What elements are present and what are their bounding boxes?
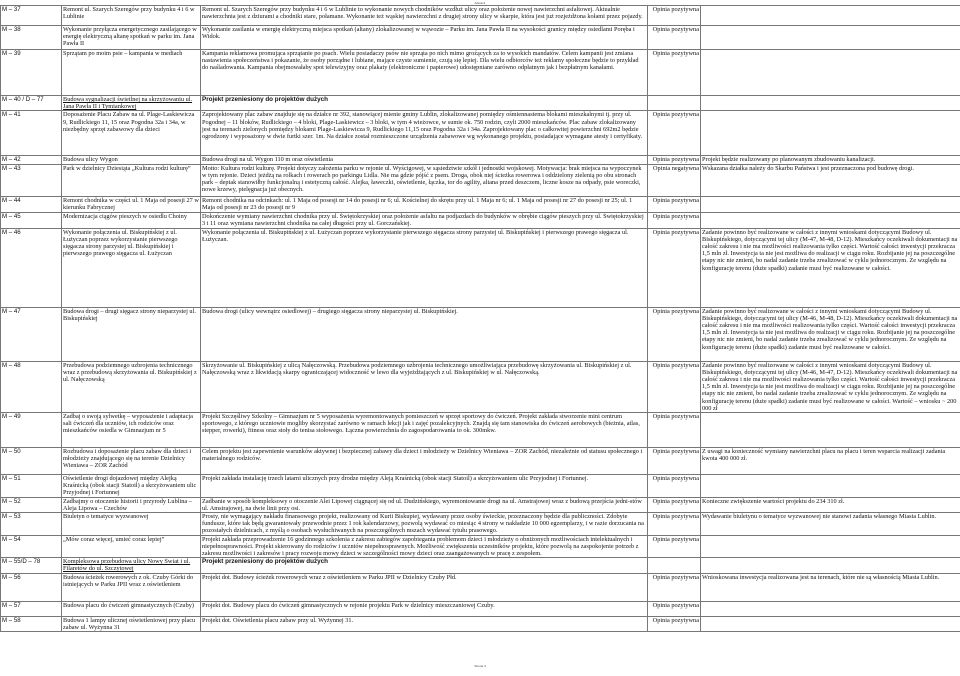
row-opinion: Opinia pozytywna [648, 212, 701, 228]
sheet-footer: Strona 4 [474, 664, 486, 668]
row-description: Kampania reklamowa promująca sprzątanie po psach. Wielu posiadaczy psów nie sprząta po nich mimo groźących za to wysokich mandatów. Celem kampanii jest zmiana nastawienia społeczeństwa i pokazanie, że osoby porządne i lubiane, mające czyste sumienie, czują się lepiej. Dla wielu odbiorców też reklamy społeczne będzie to przykład do naśladowania. Kampania obejmowałaby spot telewizyjny oraz plakaty (elektroniczne i papierowe) udostępniane zarówno odpłatnym jak i bezpłatnym kanałami. [201, 50, 648, 96]
row-id: M – 43 [1, 164, 62, 196]
projects-table [0, 5, 960, 632]
row-opinion: Opinia pozytywna [648, 616, 701, 631]
row-description: Zadbanie w sposób kompleksowy o otoczenie Alei Lipowej ciągnącej się od ul. Dudzińskiego, wyremontowanie drogi na ul. Amstrajowej wraz z budową przejścia jedni-stów ul. Amstrajowej, na dwie linii przy osi. [201, 497, 648, 512]
table-row [1, 212, 960, 228]
row-id: M – 47 [1, 307, 62, 361]
table-row [1, 111, 960, 156]
row-description: Budowa drogi (ulicy wewnątrz osiedlowej) – drugiego sięgacza strony nieparzystej ul. Biskupińskiej. [201, 307, 648, 361]
row-remarks: Zadanie powinno być realizowane w całości z innymi wnioskami dotyczącymi Budowy ul. Biskupińskiego, dotyczącymi tej ulicy (M-46, M-48, D-12). Mieszkańcy oczekiwali dokumentacji na całość zakresu i nie ma możliwości realizowania tylko części. Wartość całości inwestycji przekracza 1,5 mln zł. Inwestycja ta nie jest możliwa do realizacji w ciągu roku. Rozbijanie jej na poszczególne etapy nic nie zmieni, bo nadal zadanie trzeba zrealizować w cyklu jednorocznym. Ze względu na konfigurację terenu (duże spadki) zadanie musi być realizowane w całości. [701, 307, 960, 361]
row-opinion: Opinia pozytywna [648, 26, 701, 50]
row-id: M – 42 [1, 156, 62, 164]
table-row [1, 228, 960, 307]
row-title: Oświetlenie drogi dojazdowej między Alejką Kraśnicką (obok stacji Statoil) a skrzyżowaniem ulic Przyjodnej i Fortunnej [62, 475, 201, 498]
row-opinion: Opinia pozytywna [648, 475, 701, 498]
row-opinion: Opinia negatywna [648, 164, 701, 196]
table-row [1, 535, 960, 558]
row-description: Dokończenie wymiany nawierzchni chodnika przy ul. Świętokrzyskiej oraz położenie asfaltu na podjazdach do budynków w obrębie ciągów pieszych przy ul. Świętokrzyskiej 3 i 11 oraz wymiana nawierzchni chodnika na całej długości przy ul. Gorczańskiej. [201, 212, 648, 228]
table-row [1, 413, 960, 448]
row-title: Remont ul. Szarych Szeregów przy budynku 4 i 6 w Lublinie [62, 6, 201, 26]
row-id: M – 46 [1, 228, 62, 307]
row-title: Park w dzielnicy Dziesiąta „Kultura rodzi kulturę” [62, 164, 201, 196]
row-remarks: Projekt będzie realizowany po planowanym zbudowaniu kanalizacji. [701, 156, 960, 164]
row-remarks [701, 475, 960, 498]
row-description: Motto: Kultura rodzi kulturę. Projekt dotyczy założenia parku w rejonie ul. Wyścigowej, w sąsiedztwie szkół i jednostki wojskowej. Motywacja: brak miejsca na wypoczynek w tym rejonie. Dzieci jeżdżą na rolkach i rowerach po parkingu Lidla. Nie ma gdzie pójść z psem. Droga, obok niej ścieżka rowerowa i oddzielony zielenią po obu stronach park – deptak stanowiłby funkcjonalną i estetyczną całość. Alejka, ławeczki, oświetlenie, łączka, tor do agility, altana przed deszczem, liczne kosze na odpady, psie woreczki, nowe krzewy, pielęgnacja już obecnych. [201, 164, 648, 196]
row-remarks: Konieczne zwiększenie wartości projektu do 234 310 zł. [701, 497, 960, 512]
row-remarks [701, 616, 960, 631]
table-row [1, 6, 960, 26]
row-title: Przebudowa podziemnego uzbrojenia technicznego wraz z przebudową skrzyżowania ul. Biskupińskiej z ul. Nałęczowską [62, 361, 201, 412]
row-title: Wykonanie przyłącza energetycznego zasilającego w energię elektryczną altanę spotkań w parku im. Jana Pawła II [62, 26, 201, 50]
row-description: Projekt dot. Budowy placu do ćwiczeń gimnastycznych w rejonie projektu Park w dzielnicy mieszczaniowej Czuby. [201, 601, 648, 616]
row-id: M – 56 [1, 573, 62, 601]
row-title: Biuletyn o tematyce wyzwanowej [62, 513, 201, 536]
row-remarks [701, 535, 960, 558]
row-remarks: Zadanie powinno być realizowane w całości z innymi wnioskami dotyczącymi Budowy ul. Biskupińskiego, dotyczącymi tej ulicy (M-47, M-48, D-12). Mieszkańcy oczekiwali dokumentacji na całość zakresu i nie ma możliwości realizowania tylko części. Wartość całości inwestycji przekracza 1,5 mln zł. Inwestycja ta nie jest możliwa do realizacji w ciągu roku. Rozbijanie jej na poszczególne etapy nic nie zmieni, bo nadal zadanie trzeba zrealizować w cyklu jednorocznym. Ze względu na konfigurację terenu (duże spadki) zadanie musi być realizowane w całości. [701, 228, 960, 307]
row-id: M – 48 [1, 361, 62, 412]
row-title: Kompleksowa przebudowa ulicy Nowy Świat i ul. Filaretów do ul. Szczytowej [62, 558, 201, 573]
row-opinion: Opinia pozytywna [648, 196, 701, 212]
row-id: M – 53 [1, 513, 62, 536]
table-row [1, 558, 960, 573]
table-row [1, 50, 960, 96]
row-description: Wykonanie połączenia ul. Biskupińskiej z ul. Łużyczan poprzez wykorzystanie pierwszego sięgacza strony parzystej ul. Biskupińskiej i pierwszego prawego sięgacza ul. Łużyczan. [201, 228, 648, 307]
sheet-title: Arkusz1 [474, 1, 486, 5]
table-row [1, 156, 960, 164]
row-title: Zadbajmy o otoczenie historii i przyrody Lublina – Aleja Lipowa – Czechów [62, 497, 201, 512]
row-opinion: Opinia pozytywna [648, 413, 701, 448]
row-opinion [648, 558, 701, 573]
row-remarks [701, 26, 960, 50]
row-description: Budowa drogi na ul. Wygon 110 m oraz oświetlenia [201, 156, 648, 164]
row-opinion: Opinia pozytywna [648, 50, 701, 96]
row-id: M – 40 / D – 77 [1, 96, 62, 111]
table-row [1, 573, 960, 601]
table-row [1, 475, 960, 498]
row-title: Budowa sygnalizacji świetlnej na skrzyżowaniu ul. Jana Pawła II i Tymiankowej [62, 96, 201, 111]
row-id: M – 58 [1, 616, 62, 631]
row-title: Sprzątam po moim psie – kampania w mediach [62, 50, 201, 96]
row-opinion: Opinia pozytywna [648, 307, 701, 361]
row-description: Wykonanie zasilania w energię elektryczną miejsca spotkań (altany) zlokalizowanej w wąwozie – Parku im. Jana Pawła II na wysokości granicy między osiedlami Poręba i Widok. [201, 26, 648, 50]
row-title: „Mów coraz więcej, umieć coraz lepiej” [62, 535, 201, 558]
row-id: M – 49 [1, 413, 62, 448]
row-id: M – 57 [1, 601, 62, 616]
row-remarks: Wnioskowana inwestycja realizowana jest na terenach, które nie są własnością Miasta Lublin. [701, 573, 960, 601]
row-remarks: Z uwagi na konieczność wymiany nawierzchni placu na placu i teren wsparcia realizacji zadania kwota 400 000 zł. [701, 448, 960, 475]
row-opinion: Opinia pozytywna [648, 535, 701, 558]
table-row [1, 448, 960, 475]
row-opinion: Opinia pozytywna [648, 601, 701, 616]
row-opinion: Opinia pozytywna [648, 513, 701, 536]
row-id: M – 51 [1, 475, 62, 498]
row-opinion: Opinia pozytywna [648, 228, 701, 307]
row-id: M – 45 [1, 212, 62, 228]
table-row [1, 616, 960, 631]
row-id: M – 55/D – 78 [1, 558, 62, 573]
row-description: Projekt zakłada przeprowadzenie 16 godzinnego szkolenia z zakresu zabiegów zapobiegania problemom dzieci i młodzieży o obniżonych możliwościach intelektualnych i niepełnosprawności. Projekt skierowany do rodziców i uczniów niepełnosprawnych. Możliwość zwiększenia uczestników projektu, które pozwolą na zaspokojenie potrzeb z zakresu możliwości i zakresów i pracy rozwoju mowy dzieci w szczególności mowy dzieci oraz zaangażowanych w pracę z zespołem. [201, 535, 648, 558]
row-remarks [701, 601, 960, 616]
row-opinion: Opinia pozytywna [648, 361, 701, 412]
row-opinion: Opinia pozytywna [648, 156, 701, 164]
row-title: Wykonanie połączenia ul. Biskupińskiej z ul. Łużyczan poprzez wykorzystanie pierwszego sięgacza strony parzystej ul. Biskupińskiej i pierwszego prawego sięgacza ul. Łużyczan [62, 228, 201, 307]
row-remarks [701, 50, 960, 96]
row-remarks: Wydawanie biuletynu o tematyce wyzwanowej nie stanowi zadania własnego Miasta Lublin. [701, 513, 960, 536]
row-description: Zaprojektowany plac zabaw znajduje się na działce nr 392, stanowiącej mienie gminy Lublin, zlokalizowanej pomiędzy ośmiennastema blokami mieszkalnymi tj. przy ul. Pogodnej – 11 bloków, Rudlickiego – 4 bloki, Plage-Laskiewicz – 3 bloki, w tym 4 wieżowce, w sumie ok. 750 rodzin, czyli 2000 mieszkańców. Plac zabaw zlokalizowany jest na terenach zielonych pomiędzy blokami Plage-Laskiewicza 9, Rudlickiego 11,15 oraz Pogodna 32a i 34a. Zaprojektowany plac o całkowitej powierzchni 692m2 będzie ogrodzony i wyposażony w dwie furtki szer. 1m. Na działce został rozmieszczone urządzenia zabawowe wg wykonanego projektu, posiadające wymagane atesty i certyfikaty. [201, 111, 648, 156]
row-opinion: Opinia pozytywna [648, 111, 701, 156]
row-remarks: Wskazana działka należy do Skarbu Państwa i jest przeznaczona pod budowę drogi. [701, 164, 960, 196]
row-remarks [701, 413, 960, 448]
table-row [1, 601, 960, 616]
row-opinion [648, 96, 701, 111]
table-row [1, 513, 960, 536]
row-id: M – 41 [1, 111, 62, 156]
row-title: Budowa placu do ćwiczeń gimnastycznych (Czuby) [62, 601, 201, 616]
row-remarks [701, 96, 960, 111]
row-title: Budowa 1 lampy ulicznej oświetleniowej przy placu zabaw ul. Wyżynna 31 [62, 616, 201, 631]
row-id: M – 54 [1, 535, 62, 558]
row-title: Budowa ulicy Wygon [62, 156, 201, 164]
row-description: Remont chodnika na odcinkach: ul. 1 Maja od posesji nr 14 do posesji nr 6; ul. Kościelnej do skrętu przy ul. 1 Maja nr 6; ul. 1 Maja od posesji nr 27 do posesji nr 25; ul. 1 Maja od posesji nr 23 do posesji nr 9 [201, 196, 648, 212]
row-description: Skrzyżowanie ul. Biskupińskiej z ulicą Nałęczowską. Przebudowa podziemnego uzbrojenia technicznego umożliwiająca przebudowę skrzyżowania ul. Biskupińskiej z ul. Nałęczowską wraz z likwidacją skarpy ograniczającej widoczność w lewo dla wyjeżdżających z ul. Biskupińskiej w ul. Nałęczowską. [201, 361, 648, 412]
row-id: M – 44 [1, 196, 62, 212]
table-row [1, 26, 960, 50]
row-description: Prosty, nie wymagający nakładu finansowego projekt, realizowany od Kurii Biskupiej, wydawany przez osoby świeckie, przeznaczony będzie dla publiczności. Zdobyte fundusze, które tak będą gwarantowały przewodnie przez 1 rok kalendarzowy, pozwolą wydawać co miesiąc 4 strony w nakładzie 10 000 egzemplarzy, i w razie dorzucania na pozostałych dzielnicach, z myślą o osobach wysłuchiwanych na poszczególnych mszach wydawać tytułu prasowego. [201, 513, 648, 536]
row-id: M – 52 [1, 497, 62, 512]
row-id: M – 37 [1, 6, 62, 26]
row-description: Projekt dot. Oświetlenia placu zabaw przy ul. Wyżynnej 31. [201, 616, 648, 631]
row-id: M – 50 [1, 448, 62, 475]
table-row [1, 96, 960, 111]
table-row [1, 307, 960, 361]
row-title: Budowa drogi – drugi sięgacz strony nieparzystej ul. Biskupińskiej [62, 307, 201, 361]
row-title: Rozbudowa i doposażenie placu zabaw dla dzieci i młodzieży znajdującego się na terenie Dzielnicy Wieniawa – ZOR Zachód [62, 448, 201, 475]
row-opinion: Opinia pozytywna [648, 573, 701, 601]
row-remarks [701, 111, 960, 156]
row-remarks [701, 6, 960, 26]
table-row [1, 361, 960, 412]
row-title: Budowa ścieżek rowerowych z ok. Czuby Górki do istniejących w Parku JPII wraz z oświetleniem [62, 573, 201, 601]
row-title: Remont chodnika w części ul. 1 Maja od posesji 27 w kierunku Fabrycznej [63, 196, 199, 211]
row-description: Projekt Szczęśliwy Szkolny – Gimnazjum nr 5 wyposażenia wyremontowanych pomieszczeń w sprzęt sportowy do ćwiczeń. Projekt zakłada stworzenie mini centrum sportowego, z którego uczniowie mogliby skorzystać zarówno w ramach lekcji jak i zajęć pozalekcyjnych. Znajdą się tam stanowiska do ćwiczeń aerobowych (bieżnia, atlas, stepper, rowerki), fitness oraz stoły do tenisa stołowego. Łączna powierzchnia do zagospodarowania to ok. 300mkw. [201, 413, 648, 448]
row-opinion: Opinia pozytywna [648, 497, 701, 512]
row-title: Zadbaj o swoją sylwetkę – wyposażenie i adaptacja sali ćwiczeń dla uczniów, ich rodziców oraz mieszkańców osiedla w Gimnazjum nr 5 [62, 413, 201, 448]
row-description: Remont ul. Szarych Szeregów przy budynku 4 i 6 w Lublinie to wykonanie nowych chodników wzdłuż ulicy oraz położenie nowej nawierzchni asfaltowej. Aktualnie nawierzchnia jest z dziurami a chodniki stare, połamane. Wykonanie też wąskiej nawierzchni z drugiej strony ulicy w skarpie, która jest już rozjeżdżona kołami przez pojazdy. [201, 6, 648, 26]
table-row [1, 164, 960, 196]
row-remarks: Zadanie powinno być realizowane w całości z innymi wnioskami dotyczącymi Budowy ul. Biskupińskiego, dotyczącymi tej ulicy (M-46, M-47, D-12). Mieszkańcy oczekiwali dokumentacji na całość zakresu i nie ma możliwości realizowania tylko części. Wartość całości inwestycji przekracza 1,5 mln zł. Inwestycja ta nie jest możliwa do realizacji w ciągu roku. Rozbijanie jej na poszczególne etapy nic nie zmieni, bo nadal zadanie trzeba zrealizować w cyklu jednorocznym. Ze względu na konfigurację terenu (duże spadki) zadanie musi być realizowane w całości. Wartość – wniosku ~ 200 000 zł [701, 361, 960, 412]
row-description: Projekt przeniesiony do projektów dużych [201, 96, 648, 111]
row-description: Celem projektu jest zapewnienie warunków aktywnej i bezpiecznej zabawy dla dzieci i młodzieży w Dzielnicy Wieniawa – ZOR Zachód, niezależnie od statusu społecznego i materialnego rodziców. [201, 448, 648, 475]
row-opinion: Opinia pozytywna [648, 6, 701, 26]
row-id: M – 39 [1, 50, 62, 96]
row-remarks [701, 212, 960, 228]
row-opinion: Opinia pozytywna [648, 448, 701, 475]
row-description: Projekt przeniesiony do projektów dużych [201, 558, 648, 573]
table-row [1, 497, 960, 512]
row-title: Modernizacja ciągów pieszych w osiedlu Choiny [62, 212, 201, 228]
row-title: Doposażenie Placu Zabaw na ul. Plage-Laskiewicza 9, Rudlickiego 11, 15 oraz Pogodna 32a i 34a, w niezbędny sprzęt zabawowy dla dzieci [62, 111, 201, 156]
row-remarks [701, 196, 960, 212]
row-id: M – 38 [1, 26, 62, 50]
row-remarks [701, 558, 960, 573]
row-description: Projekt dot. Budowy ścieżek rowerowych wraz z oświetleniem w Parku JPII w Dzielnicy Czuby Płd. [201, 573, 648, 601]
table-row [1, 196, 960, 212]
row-description: Projekt zakłada instalację trzech latarni ulicznych przy drodze między Aleją Kraśnicką (obok stacji Statoil) a skrzyżowaniem ulic Przyjodnej i Fortunnej. [201, 475, 648, 498]
